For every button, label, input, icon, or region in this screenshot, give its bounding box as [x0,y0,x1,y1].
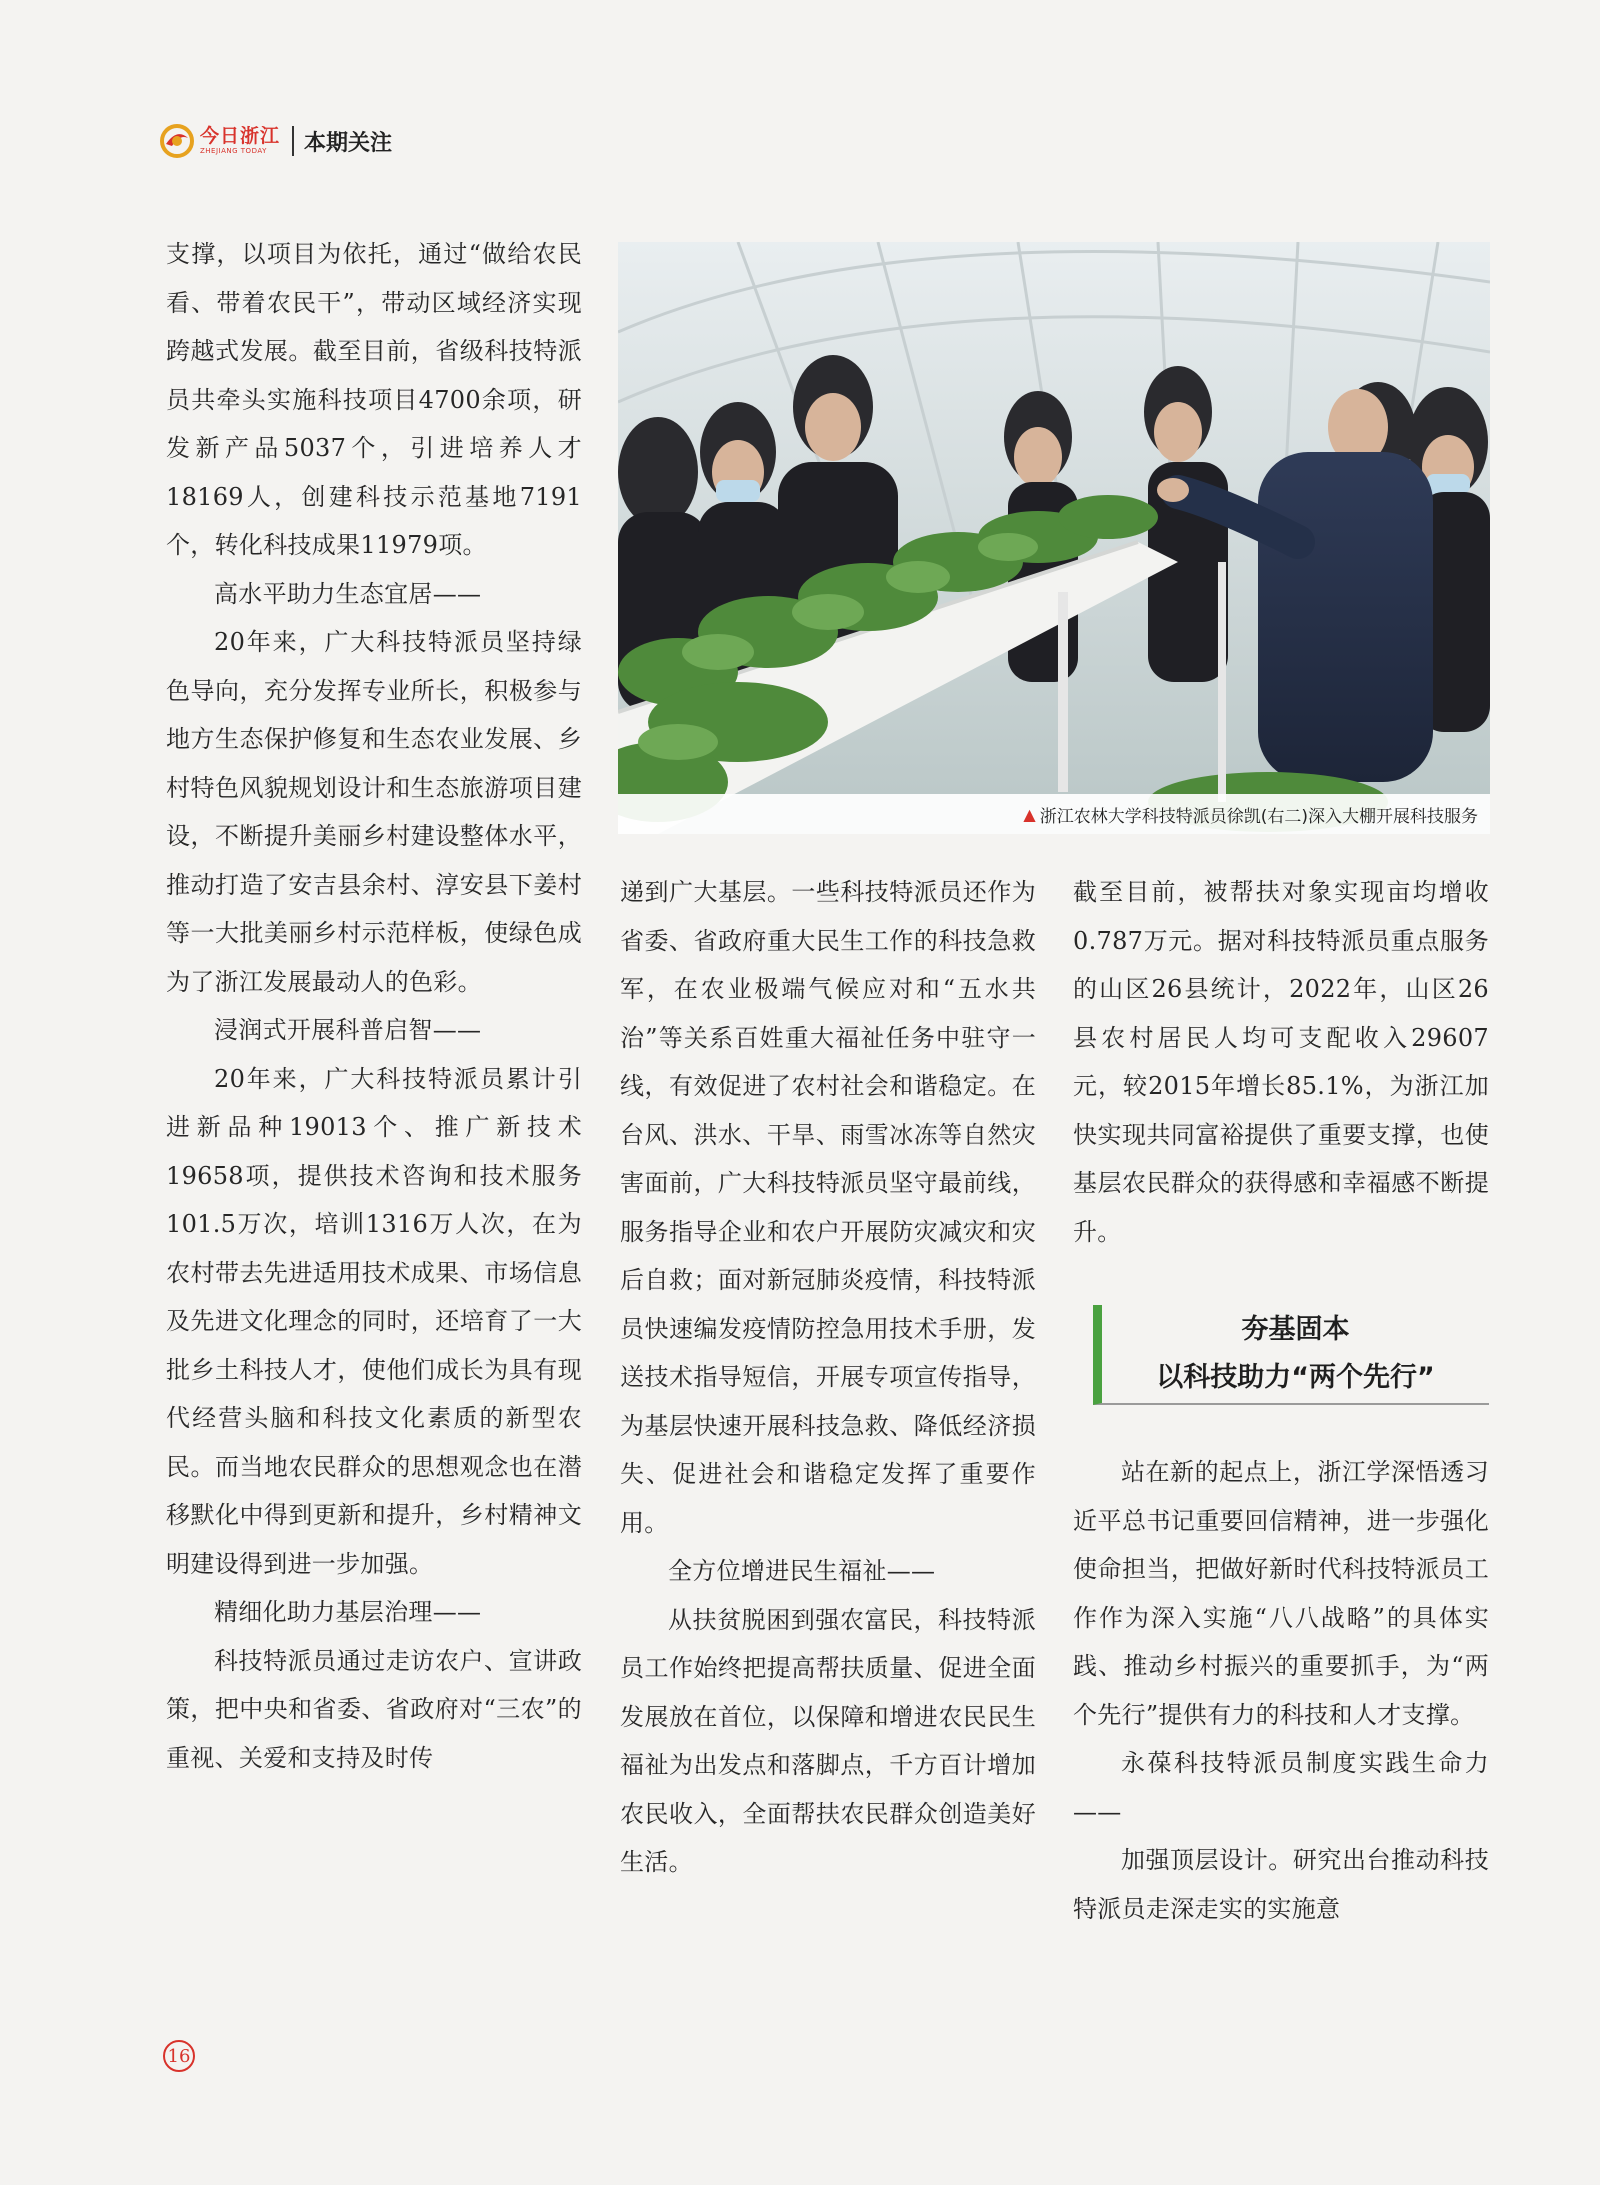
section-title: 本期关注 [304,130,393,156]
paragraph: 加强顶层设计。研究出台推动科技特派员走深走实的实施意 [1073,1846,1489,1923]
paragraph: 递到广大基层。一些科技特派员还作为省委、省政府重大民生工作的科技急救军，在农业极端气候应对和“五水共治”等关系百姓重大福祉任务中驻守一线，有效促进了农村社会和谐稳定。在台风、洪水、干旱、雨雪冰冻等自然灾害面前，广大科技特派员坚守最前线，服务指导企业和农户开展防灾减灾和灾后自救；面对新冠肺炎疫情，科技特派员快速编发疫情防控急用技术手册，发送技术指导短信，开展专项宣传指导，为基层快速开展科技急救、降低经济损失、促进社会和谐稳定发挥了重要作用。 [620,878,1036,1537]
page-number: 16 [163,2040,195,2072]
section-heading: 浸润式开展科普启智—— [214,1016,482,1044]
paragraph: 20年来，广大科技特派员累计引进新品种19013个、推广新技术19658项，提供技术咨询和技术服务101.5万次，培训1316万人次，在为农村带去先进适用技术成果、市场信息及先进文化理念的同时，还培育了一大批乡土科技人才，使他们成长为具有现代经营头脑和科技文化素质的新型农民。而当地农民群众的思想观念也在潜移默化中得到更新和提升，乡村精神文明建设得到进一步加强。 [166,1064,582,1578]
paragraph: 截至目前，被帮扶对象实现亩均增收0.787万元。据对科技特派员重点服务的山区26县统计，2022年，山区26县农村居民人均可支配收入29607元，较2015年增长85.1%，为浙江加快实现共同富裕提供了重要支撑，也使基层农民群众的获得感和幸福感不断提升。 [1073,878,1489,1246]
paragraph: 科技特派员通过走访农户、宣讲政策，把中央和省委、省政府对“三农”的重视、关爱和支持及时传 [166,1646,582,1772]
header-divider [292,126,294,156]
photo-caption [618,794,1490,834]
logo-title: 今日浙江 [200,125,281,147]
logo-swirl-icon [160,124,194,158]
paragraph: 站在新的起点上，浙江学深悟透习近平总书记重要回信精神，进一步强化使命担当，把做好新时代科技特派员工作作为深入实施“八八战略”的具体实践、推动乡村振兴的重要抓手，为“两个先行”提供有力的科技和人才支撑。 [1073,1458,1489,1729]
subsection-heading [1093,1305,1489,1405]
logo-subtitle: ZHEJIANG TODAY [200,147,267,155]
text-column-3 [1073,868,1489,1256]
greenhouse-scene-image [618,242,1490,834]
text-column-3-lower [1073,1448,1489,1933]
paragraph: 支撑，以项目为依托，通过“做给农民看、带着农民干”，带动区域经济实现跨越式发展。截至目前，省级科技特派员共牵头实施科技项目4700余项，研发新产品5037个，引进培养人才18169人，创建科技示范基地7191个，转化科技成果11979项。 [166,240,582,559]
paragraph: 20年来，广大科技特派员坚持绿色导向，充分发挥专业所长，积极参与地方生态保护修复和生态农业发展、乡村特色风貌规划设计和生态旅游项目建设，不断提升美丽乡村建设整体水平，推动打造了安吉县余村、淳安县下姜村等一大批美丽乡村示范样板，使绿色成为了浙江发展最动人的色彩。 [166,628,582,996]
triangle-icon: ▲ [1023,804,1036,824]
subsection-heading-line-2: 以科技助力“两个先行” [1156,1362,1435,1393]
section-heading: 全方位增进民生福祉—— [668,1557,936,1585]
text-column-1 [166,230,582,1782]
magazine-logo [160,124,280,158]
caption-text: 浙江农林大学科技特派员徐凯(右二)深入大棚开展科技服务 [1039,806,1478,827]
section-heading: 高水平助力生态宜居—— [214,579,482,608]
page-header [160,120,392,162]
section-heading: 永葆科技特派员制度实践生命力—— [1073,1749,1489,1826]
greenhouse-photo [618,242,1490,834]
section-heading: 精细化助力基层治理—— [214,1598,482,1626]
paragraph: 从扶贫脱困到强农富民，科技特派员工作始终把提高帮扶质量、促进全面发展放在首位，以保障和增进农民民生福祉为出发点和落脚点，千方百计增加农民收入，全面帮扶农民群众创造美好生活。 [620,1605,1036,1876]
text-column-2 [620,868,1036,1887]
subsection-heading-line-1: 夯基固本 [1241,1314,1350,1345]
